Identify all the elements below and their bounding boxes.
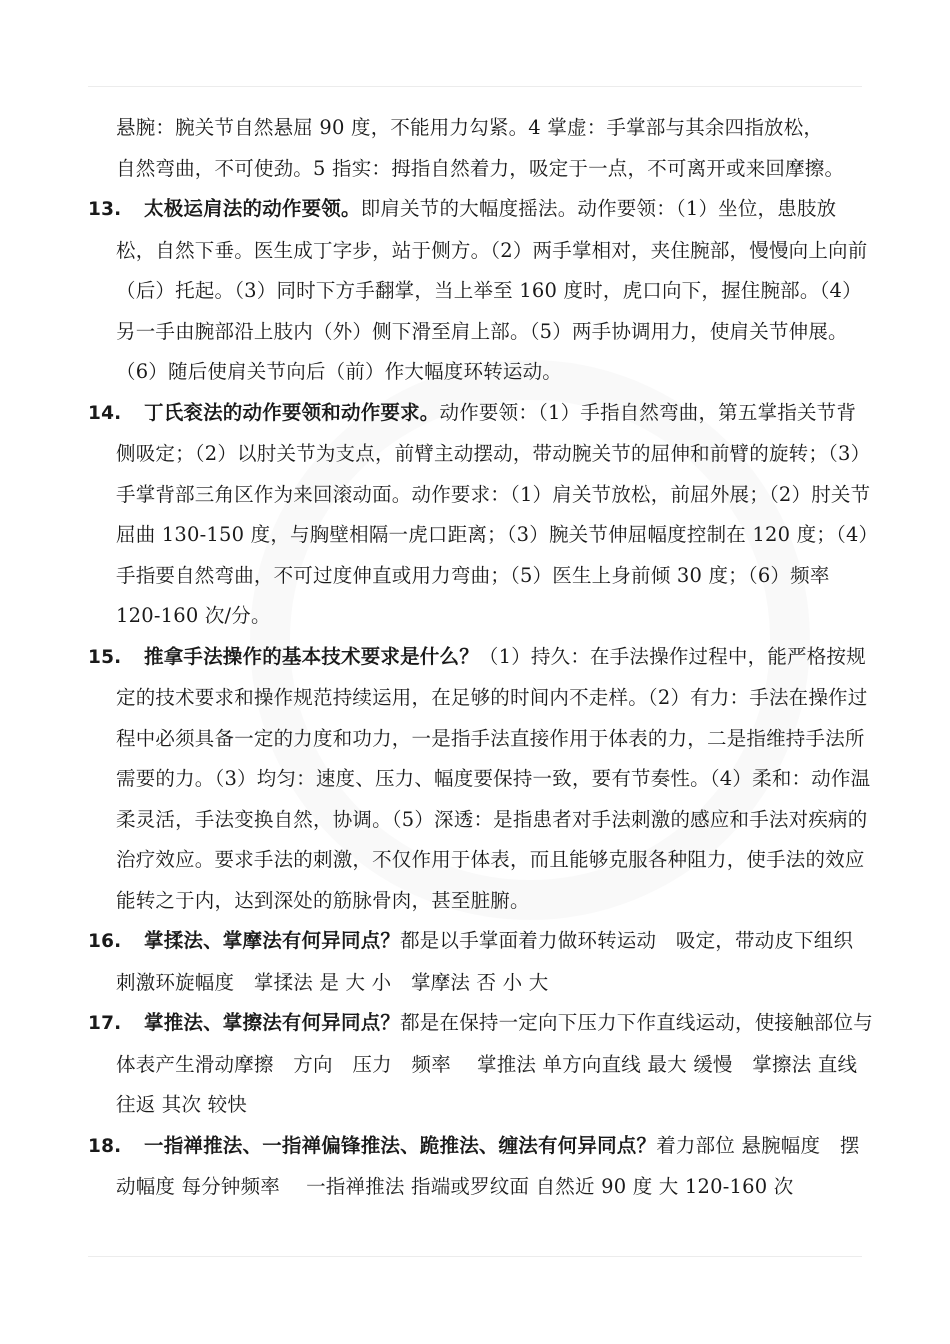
- item-number: 17.: [88, 1013, 122, 1034]
- item-answer: 即肩关节的大幅度摇法。动作要领：（1）坐位，患肢放松，自然下垂。医生成丁字步，站于侧方。（2）两手掌相对，夹住腕部，慢慢向上向前（后）托起。（3）同时下方手翻掌，当上举至 160 度时，虎口向下，握住腕部。（4）另一手由腕部沿上肢内（外）侧下滑至肩上部。（5）两手协调用力，使肩关节伸展。（6）随后使肩关节向后（前）作大幅度环转运动。: [116, 197, 868, 383]
- header-rule: [88, 86, 862, 87]
- item-question: 一指禅推法、一指禅偏锋推法、跪推法、缠法有何异同点？: [144, 1133, 657, 1157]
- item-answer: 动作要领：（1）手指自然弯曲，第五掌指关节背侧吸定；（2）以肘关节为支点，前臂主动摆动，带动腕关节的屈伸和前臂的旋转；（3）手掌背部三角区作为来回滚动面。动作要求：（1）肩关节放松，前屈外展；（2）肘关节屈曲 130-150 度，与胸壁相隔一虎口距离；（3）腕关节伸屈幅度控制在 120 度；（4）手指要自然弯曲，不可过度伸直或用力弯曲；（5）医生上身前倾 30 度；（6）频率 120-160 次/分。: [116, 400, 871, 627]
- item-question: 掌揉法、掌摩法有何异同点？: [144, 929, 401, 952]
- item-question: 掌推法、掌擦法有何异同点？: [144, 1011, 401, 1034]
- item-answer: 都是以手掌面着力做环转运动 吸定，带动皮下组织 刺激环旋幅度 掌揉法 是 大 小 掌摩法 否 小 大: [116, 929, 873, 994]
- intro-line-2: 自然弯曲，不可使劲。5 指实：拇指自然着力，吸定于一点，不可离开或来回摩擦。: [116, 156, 845, 180]
- qa-item-15: [88, 637, 874, 922]
- footer-rule: [88, 1256, 862, 1257]
- qa-item-13: [88, 189, 874, 393]
- item-number: 13.: [88, 199, 122, 220]
- item-number: 14.: [88, 402, 122, 424]
- qa-item-17: [88, 1003, 874, 1126]
- item-question: 太极运肩法的动作要领。: [144, 197, 361, 220]
- document-body: [88, 108, 874, 1208]
- item-answer: （1）持久：在手法操作过程中，能严格按规定的技术要求和操作规范持续运用，在足够的时间内不走样。（2）有力：手法在操作过程中必须具备一定的力度和功力，一是指手法直接作用于体表的力，二是指维持手法所需要的力。（3）均匀：速度、压力、幅度要保持一致，要有节奏性。（4）柔和：动作温柔灵活，手法变换自然，协调。（5）深透：是指患者对手法刺激的感应和手法对疾病的治疗效应。要求手法的刺激，不仅作用于体表，而且能够克服各种阻力，使手法的效应能转之于内，达到深处的筋脉骨肉，甚至脏腑。: [116, 644, 871, 912]
- item-question: 丁氏衮法的动作要领和动作要求。: [144, 400, 440, 424]
- item-answer: 着力部位 悬腕幅度 摆动幅度 每分钟频率 一指禅推法 指端或罗纹面 自然近 90 度 大 120-160 次: [116, 1133, 860, 1198]
- intro-line-1: 悬腕：腕关节自然悬屈 90 度，不能用力勾紧。4 掌虚：手掌部与其余四指放松，: [116, 116, 824, 139]
- item-number: 18.: [88, 1135, 122, 1157]
- qa-item-16: [88, 921, 874, 1003]
- item-answer: 都是在保持一定向下压力下作直线运动，使接触部位与体表产生滑动摩擦 方向 压力 频率 掌推法 单方向直线 最大 缓慢 掌擦法 直线往返 其次 较快: [116, 1011, 873, 1116]
- qa-item-18: [88, 1126, 874, 1208]
- qa-item-14: [88, 393, 874, 637]
- item-question: 推拿手法操作的基本技术要求是什么？: [144, 644, 479, 668]
- item-number: 15.: [88, 646, 122, 668]
- item-number: 16.: [88, 931, 122, 952]
